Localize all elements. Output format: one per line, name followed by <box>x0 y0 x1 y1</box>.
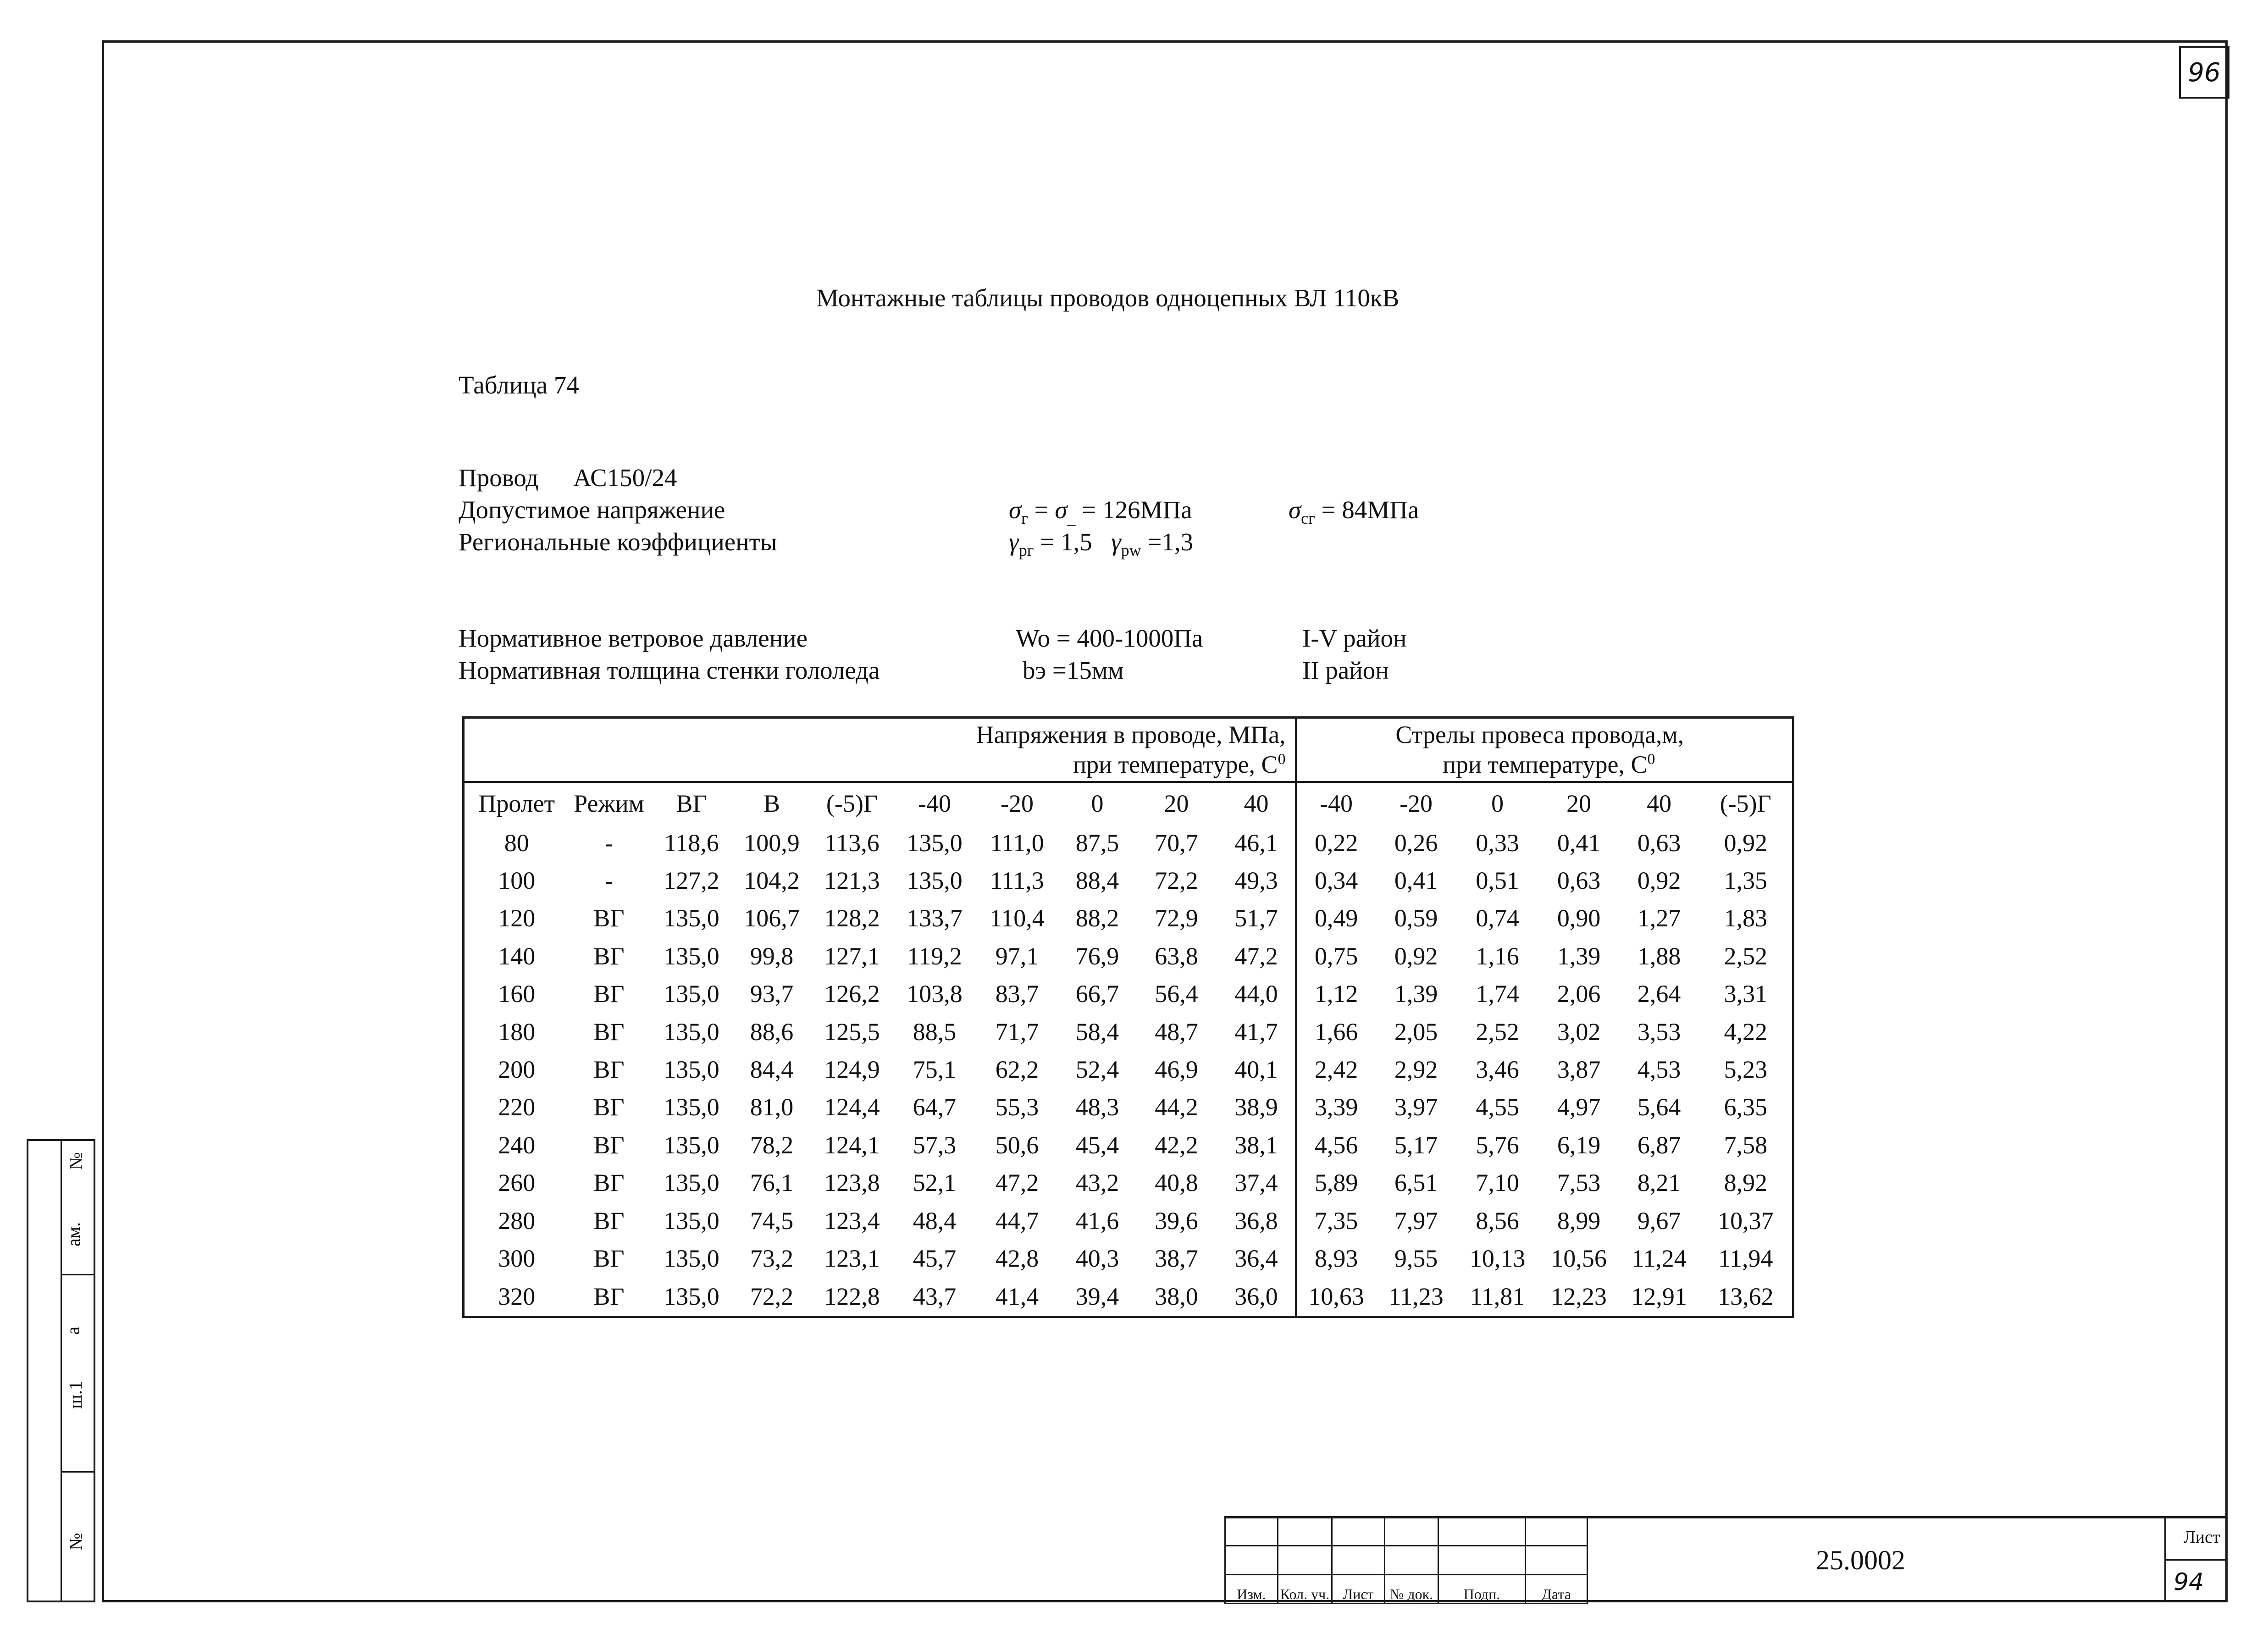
table-cell: 44,2 <box>1155 1093 1198 1121</box>
table-cell: ВГ <box>593 1131 625 1159</box>
regional-coef-label: Региональные коэффициенты <box>459 528 777 556</box>
sag-group-header <box>1296 718 1793 782</box>
table-cell: 10,37 <box>1718 1207 1774 1235</box>
table-cell: 84,4 <box>750 1056 794 1084</box>
table-cell: 10,56 <box>1551 1244 1607 1272</box>
table-cell: ВГ <box>593 942 625 970</box>
table-cell: 46,1 <box>1234 829 1278 857</box>
table-cell: 0,41 <box>1557 829 1601 857</box>
column-header: 0 <box>1091 789 1104 817</box>
table-cell: 111,3 <box>990 867 1044 895</box>
allowable-stress-formula: $\sigma_г = \sigma_{\_} = 126МПа$ <box>1009 496 1192 527</box>
table-cell: 135,0 <box>664 1093 719 1121</box>
table-cell: 55,3 <box>995 1093 1039 1121</box>
table-cell: 4,56 <box>1296 1126 1376 1164</box>
table-cell: 3,02 <box>1557 1018 1601 1046</box>
strip-text-1: № <box>65 1152 86 1170</box>
table-cell: 2,52 <box>1724 942 1768 970</box>
table-cell: 76,9 <box>1075 942 1119 970</box>
table-cell: 80 <box>504 829 529 857</box>
table-cell: 8,21 <box>1637 1169 1681 1197</box>
table-cell: 42,2 <box>1155 1131 1198 1159</box>
table-row <box>464 1202 1793 1239</box>
table-cell: 111,0 <box>990 829 1044 857</box>
table-cell: 135,0 <box>907 867 963 895</box>
tb-label-list: Лист <box>1332 1575 1385 1604</box>
table-cell: 120 <box>498 904 536 932</box>
table-cell: 135,0 <box>664 1207 719 1235</box>
table-cell: 0,51 <box>1476 867 1519 895</box>
column-header: 20 <box>1164 789 1189 817</box>
table-cell: 73,2 <box>750 1244 794 1272</box>
table-cell: 0,75 <box>1296 937 1376 975</box>
table-cell: 0,92 <box>1637 867 1681 895</box>
table-cell: 5,17 <box>1394 1131 1438 1159</box>
table-cell: 38,9 <box>1234 1093 1278 1121</box>
table-cell: 45,7 <box>913 1244 957 1272</box>
table-cell: 110,4 <box>990 904 1045 932</box>
table-cell: 135,0 <box>664 1244 719 1272</box>
table-cell: 5,23 <box>1724 1056 1768 1084</box>
tb-label-date: Дата <box>1526 1575 1588 1604</box>
table-cell: 140 <box>498 942 536 970</box>
sheet-number: 94 <box>2174 1568 2204 1596</box>
strip-text-3: а <box>62 1326 83 1335</box>
table-cell: 11,24 <box>1632 1244 1687 1272</box>
strip-text-5: № <box>65 1533 86 1551</box>
table-cell: 47,2 <box>995 1169 1039 1197</box>
table-cell: 12,23 <box>1551 1283 1607 1311</box>
table-cell: 123,8 <box>824 1169 880 1197</box>
table-cell: ВГ <box>593 1283 625 1311</box>
table-body <box>464 824 1793 1317</box>
table-cell: 0,63 <box>1557 867 1601 895</box>
table-cell: 0,59 <box>1394 904 1438 932</box>
table-cell: 260 <box>498 1169 536 1197</box>
table-cell: 10,63 <box>1296 1277 1376 1317</box>
table-cell: 123,1 <box>824 1244 880 1272</box>
table-cell: 81,0 <box>750 1093 794 1121</box>
table-cell: 1,16 <box>1476 942 1519 970</box>
table-cell: 0,90 <box>1557 904 1601 932</box>
sag-header-line2: при температуре, $С^0$ <box>1443 750 1655 778</box>
table-cell: 3,46 <box>1476 1056 1519 1084</box>
table-cell: 36,0 <box>1234 1283 1278 1311</box>
table-cell: 12,91 <box>1631 1283 1687 1311</box>
table-cell: 2,52 <box>1476 1018 1519 1046</box>
table-cell: 128,2 <box>824 904 880 932</box>
table-cell: 0,63 <box>1637 829 1681 857</box>
table-cell: 36,4 <box>1234 1244 1278 1272</box>
ice-region: II район <box>1302 656 1389 684</box>
table-cell: 200 <box>498 1056 536 1084</box>
table-cell: 9,67 <box>1637 1207 1681 1235</box>
table-cell: 6,87 <box>1637 1131 1681 1159</box>
table-cell: 48,3 <box>1075 1093 1119 1121</box>
table-row <box>464 975 1793 1013</box>
table-cell: 1,88 <box>1637 942 1681 970</box>
table-cell: 5,89 <box>1296 1164 1376 1202</box>
table-cell: - <box>605 867 613 895</box>
table-cell: 8,93 <box>1296 1240 1376 1277</box>
table-cell: 0,92 <box>1724 829 1768 857</box>
table-cell: 4,55 <box>1476 1093 1519 1121</box>
table-cell: 8,92 <box>1724 1169 1768 1197</box>
column-header-row <box>464 782 1793 824</box>
column-header: 40 <box>1647 789 1672 817</box>
table-cell: 1,39 <box>1394 980 1438 1008</box>
table-cell: 11,94 <box>1718 1244 1773 1272</box>
table-cell: 122,8 <box>824 1283 880 1311</box>
table-cell: 118,6 <box>664 829 719 857</box>
table-cell: 10,13 <box>1469 1244 1526 1272</box>
table-cell: 41,6 <box>1075 1207 1119 1235</box>
table-cell: 0,92 <box>1394 942 1438 970</box>
table-cell: 58,4 <box>1075 1018 1119 1046</box>
table-cell: 2,64 <box>1637 980 1681 1008</box>
table-cell: 135,0 <box>664 1131 719 1159</box>
table-cell: 62,2 <box>995 1056 1039 1084</box>
table-cell: 6,19 <box>1557 1131 1601 1159</box>
table-cell: 2,42 <box>1296 1051 1376 1088</box>
table-cell: 52,4 <box>1075 1056 1119 1084</box>
table-label: Таблица 74 <box>459 371 579 399</box>
table-cell: 88,6 <box>750 1018 794 1046</box>
document-title: Монтажные таблицы проводов одноцепных ВЛ 110кВ <box>816 284 1400 312</box>
table-row <box>464 1277 1793 1317</box>
table-cell: 83,7 <box>995 980 1039 1008</box>
table-cell: 47,2 <box>1234 942 1278 970</box>
table-cell: 43,2 <box>1075 1169 1119 1197</box>
table-cell: 135,0 <box>664 1056 719 1084</box>
table-row <box>464 899 1793 937</box>
table-cell: 135,0 <box>664 1018 719 1046</box>
ice-value: bэ =15мм <box>1023 656 1124 684</box>
table-cell: ВГ <box>593 1093 625 1121</box>
table-cell: 72,9 <box>1155 904 1198 932</box>
table-cell: 1,35 <box>1724 867 1768 895</box>
table-cell: 4,97 <box>1557 1093 1601 1121</box>
table-cell: 121,3 <box>824 867 880 895</box>
allowable-stress-label: Допустимое напряжение <box>459 496 725 524</box>
table-cell: 0,34 <box>1296 862 1376 899</box>
table-cell: 44,0 <box>1234 980 1278 1008</box>
table-cell: 97,1 <box>995 942 1039 970</box>
table-cell: 100,9 <box>744 829 800 857</box>
table-cell: 41,4 <box>995 1283 1039 1311</box>
table-cell: 9,55 <box>1394 1244 1438 1272</box>
table-cell: 160 <box>498 980 536 1008</box>
table-cell: 135,0 <box>664 904 719 932</box>
table-cell: 52,1 <box>913 1169 957 1197</box>
table-cell: 3,31 <box>1724 980 1768 1008</box>
table-cell: 88,2 <box>1075 904 1119 932</box>
table-cell: 103,8 <box>907 980 963 1008</box>
table-cell: 2,05 <box>1394 1018 1438 1046</box>
column-header: (-5)Г <box>826 789 878 817</box>
table-cell: 1,12 <box>1296 975 1376 1013</box>
table-cell: ВГ <box>593 1207 625 1235</box>
wind-region: I-V район <box>1302 624 1407 652</box>
table-cell: 135,0 <box>907 829 963 857</box>
table-cell: 180 <box>498 1018 536 1046</box>
table-cell: 42,8 <box>995 1244 1039 1272</box>
table-cell: 125,5 <box>824 1018 880 1046</box>
table-cell: 4,53 <box>1637 1056 1681 1084</box>
wire-label: Провод <box>459 464 539 492</box>
table-cell: 106,7 <box>744 904 800 932</box>
table-cell: 75,1 <box>913 1056 957 1084</box>
table-cell: 135,0 <box>664 980 719 1008</box>
table-cell: 56,4 <box>1155 980 1198 1008</box>
table-cell: 40,1 <box>1234 1056 1278 1084</box>
table-cell: 38,7 <box>1155 1244 1198 1272</box>
table-cell: 2,06 <box>1557 980 1601 1008</box>
table-cell: 36,8 <box>1234 1207 1278 1235</box>
table-cell: 7,10 <box>1476 1169 1519 1197</box>
table-cell: 1,27 <box>1637 904 1681 932</box>
tb-label-kol-uch: Кол. уч. <box>1278 1575 1332 1604</box>
wind-pressure-label: Нормативное ветровое давление <box>459 624 808 652</box>
table-cell: 50,6 <box>995 1131 1039 1159</box>
table-cell: 74,5 <box>750 1207 794 1235</box>
table-cell: 320 <box>498 1283 536 1311</box>
table-row <box>464 824 1793 862</box>
table-cell: 0,49 <box>1296 899 1376 937</box>
table-cell: 40,8 <box>1155 1169 1198 1197</box>
table-cell: 5,76 <box>1476 1131 1519 1159</box>
mounting-table <box>462 716 1794 1318</box>
table-cell: 63,8 <box>1155 942 1198 970</box>
ultimate-stress-formula: $\sigma_{сг} = 84МПа$ <box>1289 496 1419 527</box>
table-cell: ВГ <box>593 980 625 1008</box>
table-cell: 220 <box>498 1093 536 1121</box>
table-cell: 5,64 <box>1637 1093 1681 1121</box>
table-cell: 44,7 <box>995 1207 1039 1235</box>
stress-header-line1: Напряжения в проводе, МПа, <box>976 720 1286 748</box>
column-header: -40 <box>918 789 951 817</box>
table-cell: 76,1 <box>750 1169 794 1197</box>
table-row <box>464 1126 1793 1164</box>
table-cell: 48,4 <box>913 1207 957 1235</box>
table-row <box>464 862 1793 899</box>
table-cell: 6,51 <box>1394 1169 1438 1197</box>
table-cell: 119,2 <box>907 942 962 970</box>
table-cell: 1,39 <box>1557 942 1601 970</box>
table-cell: 72,2 <box>750 1283 794 1311</box>
title-block-grid <box>1224 1516 1588 1604</box>
table-cell: 0,26 <box>1394 829 1438 857</box>
table-row <box>464 1051 1793 1088</box>
tb-label-izm: Изм. <box>1225 1575 1278 1604</box>
table-row <box>464 1013 1793 1050</box>
sheet-label: Лист <box>2184 1528 2220 1547</box>
column-header: Режим <box>574 789 644 817</box>
table-cell: 3,39 <box>1296 1088 1376 1126</box>
table-cell: ВГ <box>593 1244 625 1272</box>
table-cell: 88,4 <box>1075 867 1119 895</box>
table-cell: - <box>605 829 613 857</box>
table-cell: 6,35 <box>1724 1093 1768 1121</box>
column-header: В <box>763 789 780 817</box>
table-cell: 7,58 <box>1724 1131 1768 1159</box>
table-cell: ВГ <box>593 1018 625 1046</box>
wind-pressure-value: Wo = 400-1000Па <box>1016 624 1203 652</box>
table-cell: 66,7 <box>1075 980 1119 1008</box>
tb-label-doc-no: № док. <box>1385 1575 1438 1604</box>
table-cell: 0,22 <box>1296 824 1376 862</box>
table-cell: 104,2 <box>744 867 800 895</box>
table-cell: ВГ <box>593 1056 625 1084</box>
table-cell: 7,35 <box>1296 1202 1376 1239</box>
table-cell: 40,3 <box>1075 1244 1119 1272</box>
table-cell: 280 <box>498 1207 536 1235</box>
table-cell: 37,4 <box>1234 1169 1278 1197</box>
table-cell: 8,56 <box>1476 1207 1519 1235</box>
table-cell: 3,53 <box>1637 1018 1681 1046</box>
table-cell: 123,4 <box>824 1207 880 1235</box>
table-cell: 88,5 <box>913 1018 957 1046</box>
table-cell: 127,1 <box>824 942 880 970</box>
table-cell: 11,23 <box>1388 1283 1444 1311</box>
column-header: 40 <box>1244 789 1269 817</box>
column-header: -40 <box>1296 782 1376 824</box>
table-cell: 7,97 <box>1394 1207 1438 1235</box>
table-cell: 8,99 <box>1557 1207 1601 1235</box>
wire-value: АС150/24 <box>573 464 677 492</box>
table-cell: 38,0 <box>1155 1283 1198 1311</box>
table-cell: 3,97 <box>1394 1093 1438 1121</box>
ice-label: Нормативная толщина стенки гололеда <box>459 656 880 684</box>
column-header: 0 <box>1491 789 1504 817</box>
table-cell: 87,5 <box>1075 829 1119 857</box>
table-cell: 300 <box>498 1244 536 1272</box>
table-row <box>464 937 1793 975</box>
table-cell: 78,2 <box>750 1131 794 1159</box>
table-cell: 93,7 <box>750 980 794 1008</box>
document-code: 25.0002 <box>1816 1545 1905 1575</box>
strip-text-2: ам. <box>63 1222 84 1247</box>
table-cell: 13,62 <box>1718 1283 1774 1311</box>
table-cell: 39,4 <box>1075 1283 1119 1311</box>
table-cell: 124,9 <box>824 1056 880 1084</box>
table-cell: 2,92 <box>1394 1056 1438 1084</box>
table-cell: ВГ <box>593 1169 625 1197</box>
table-cell: 43,7 <box>913 1283 957 1311</box>
table-cell: 38,1 <box>1234 1131 1278 1159</box>
strip-text-4: ш.1 <box>65 1381 86 1409</box>
table-cell: ВГ <box>593 904 625 932</box>
table-cell: 1,83 <box>1724 904 1768 932</box>
column-header: -20 <box>1400 789 1433 817</box>
table-cell: 11,81 <box>1470 1283 1525 1311</box>
table-cell: 99,8 <box>750 942 794 970</box>
stress-group-header <box>464 718 1296 782</box>
table-cell: 113,6 <box>824 829 880 857</box>
table-cell: 39,6 <box>1155 1207 1198 1235</box>
sag-header-line1: Стрелы провеса провода,м, <box>1395 720 1684 748</box>
table-cell: 64,7 <box>913 1093 957 1121</box>
table-cell: 1,74 <box>1476 980 1519 1008</box>
table-cell: 124,1 <box>824 1131 880 1159</box>
table-cell: 124,4 <box>824 1093 880 1121</box>
table-cell: 135,0 <box>664 942 719 970</box>
table-row <box>464 1240 1793 1277</box>
column-header: Пролет <box>478 789 555 817</box>
column-header: (-5)Г <box>1720 789 1771 817</box>
binding-strip <box>27 1139 95 1602</box>
regional-coef-formula: $\gamma_{рг} = 1,5$ $\gamma_{pw} =1,3$ <box>1009 528 1194 559</box>
table-cell: 0,74 <box>1476 904 1519 932</box>
table-cell: 135,0 <box>664 1283 719 1311</box>
table-cell: 70,7 <box>1155 829 1198 857</box>
table-cell: 49,3 <box>1234 867 1278 895</box>
table-cell: 126,2 <box>824 980 880 1008</box>
table-cell: 46,9 <box>1155 1056 1198 1084</box>
table-cell: 7,53 <box>1557 1169 1601 1197</box>
column-header: 20 <box>1566 789 1592 817</box>
table-cell: 51,7 <box>1234 904 1278 932</box>
table-cell: 100 <box>498 867 536 895</box>
page-mark: 96 <box>2179 46 2229 99</box>
table-cell: 127,2 <box>664 867 719 895</box>
table-cell: 0,33 <box>1476 829 1519 857</box>
table-cell: 45,4 <box>1075 1131 1119 1159</box>
table-cell: 0,41 <box>1394 867 1438 895</box>
stress-header-line2: при температуре, $С^0$ <box>1073 750 1286 778</box>
column-header: ВГ <box>676 789 707 817</box>
table-row <box>464 1164 1793 1202</box>
table-cell: 1,66 <box>1296 1013 1376 1050</box>
table-cell: 3,87 <box>1557 1056 1601 1084</box>
table-cell: 57,3 <box>913 1131 957 1159</box>
column-header: -20 <box>1001 789 1034 817</box>
table-cell: 71,7 <box>995 1018 1039 1046</box>
table-cell: 135,0 <box>664 1169 719 1197</box>
table-cell: 240 <box>498 1131 536 1159</box>
table-cell: 133,7 <box>907 904 963 932</box>
table-row <box>464 1088 1793 1126</box>
table-cell: 41,7 <box>1234 1018 1278 1046</box>
tb-label-sign: Подп. <box>1438 1575 1526 1604</box>
table-cell: 4,22 <box>1724 1018 1768 1046</box>
table-cell: 48,7 <box>1155 1018 1198 1046</box>
table-cell: 72,2 <box>1155 867 1198 895</box>
